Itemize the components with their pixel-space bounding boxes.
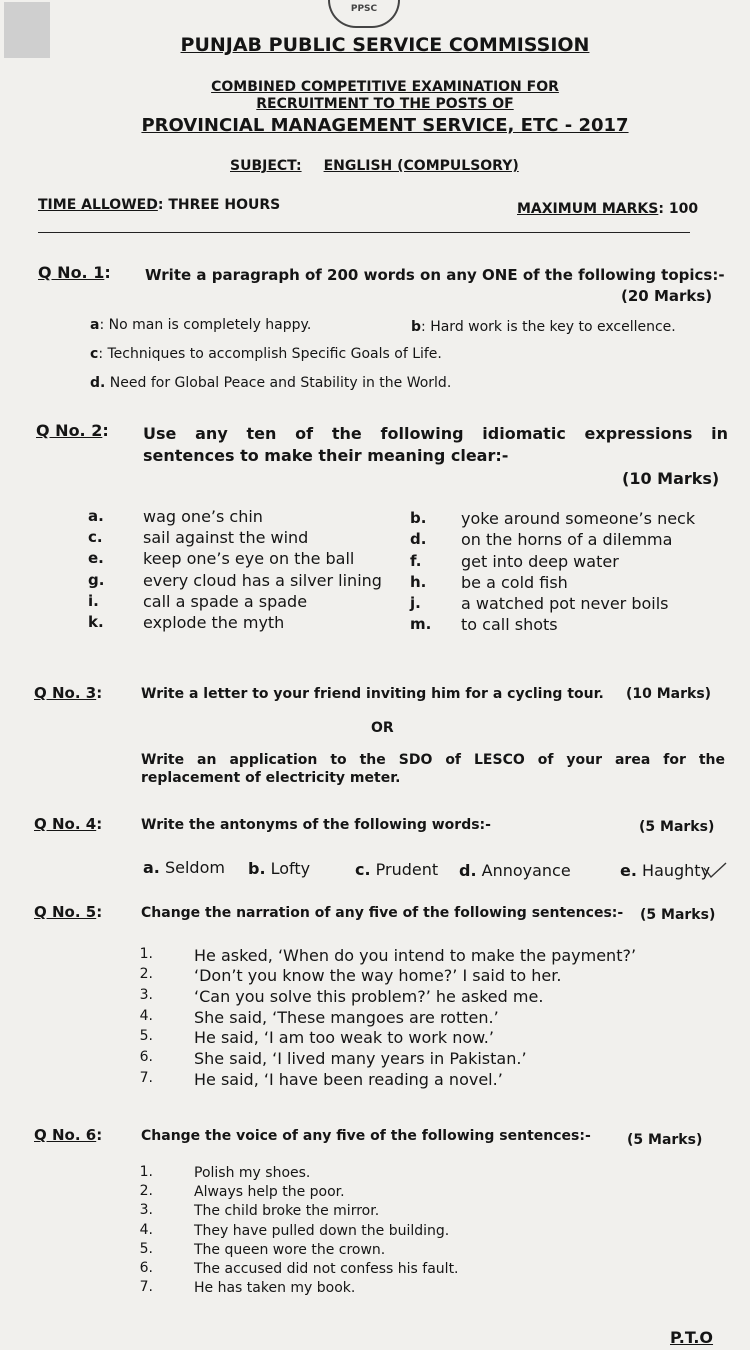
service-title: PROVINCIAL MANAGEMENT SERVICE, ETC - 2017 xyxy=(141,115,629,136)
q2-instruction-2: sentences to make their meaning clear:- xyxy=(143,446,509,465)
q6-item-number: 3. xyxy=(139,1202,153,1218)
q5-instruction: Change the narration of any five of the following sentences:- xyxy=(141,905,624,921)
q4-label: Q No. 4: xyxy=(34,815,103,833)
q2-right-item: on the horns of a dilemma xyxy=(461,530,673,549)
q2-right-item: yoke around someone’s neck xyxy=(461,509,696,528)
q6-instruction: Change the voice of any five of the following sentences:- xyxy=(141,1128,591,1144)
q6-item-number: 4. xyxy=(139,1222,153,1238)
q2-left-letter: k. xyxy=(88,613,104,631)
q2-right-item: to call shots xyxy=(461,615,558,634)
q2-left-item: wag one’s chin xyxy=(143,507,263,526)
q2-left-letter: e. xyxy=(88,549,104,567)
q6-item: Always help the poor. xyxy=(194,1184,345,1200)
q6-item-number: 2. xyxy=(139,1183,153,1199)
q1-label: Q No. 1: xyxy=(38,263,111,282)
q3-alternative-1: Write an application to the SDO of LESCO of your area for the xyxy=(141,752,725,768)
q4-word: e. Haughty xyxy=(620,861,711,880)
q5-label: Q No. 5: xyxy=(34,903,103,921)
q2-right-item: be a cold fish xyxy=(461,573,568,592)
q5-item: He said, ‘I am too weak to work now.’ xyxy=(194,1028,494,1047)
q1-instruction: Write a paragraph of 200 words on any ONE of the following topics:- xyxy=(145,266,725,284)
q2-label: Q No. 2: xyxy=(36,421,109,440)
q2-left-item: sail against the wind xyxy=(143,528,309,547)
q5-item-number: 4. xyxy=(139,1008,153,1024)
header-divider xyxy=(38,232,690,233)
q4-instruction: Write the antonyms of the following words:- xyxy=(141,817,491,833)
q6-marks: (5 Marks) xyxy=(627,1132,703,1148)
q1-marks: (20 Marks) xyxy=(621,287,713,305)
q3-or: OR xyxy=(371,720,394,736)
checkmark-icon xyxy=(702,860,728,880)
exam-line-2: RECRUITMENT TO THE POSTS OF xyxy=(256,96,514,112)
q2-right-item: a watched pot never boils xyxy=(461,594,669,613)
q6-item: The accused did not confess his fault. xyxy=(194,1261,459,1277)
q2-left-letter: g. xyxy=(88,571,105,589)
q1-topic-d: d. Need for Global Peace and Stability in the World. xyxy=(90,375,452,391)
q2-right-letter: h. xyxy=(410,573,427,591)
q2-instruction-1: Use any ten of the following idiomatic expressions in xyxy=(143,424,728,443)
q5-item-number: 7. xyxy=(139,1070,153,1086)
q2-right-letter: j. xyxy=(410,594,421,612)
q2-marks: (10 Marks) xyxy=(622,469,720,488)
q6-item-number: 5. xyxy=(139,1241,153,1257)
q6-item-number: 7. xyxy=(139,1279,153,1295)
q5-item-number: 1. xyxy=(139,946,153,962)
q2-left-letter: i. xyxy=(88,592,99,610)
q2-left-letter: a. xyxy=(88,507,104,525)
q5-item: He asked, ‘When do you intend to make the payment?’ xyxy=(194,946,637,965)
q2-right-letter: b. xyxy=(410,509,427,527)
q5-item-number: 5. xyxy=(139,1028,153,1044)
q3-label: Q No. 3: xyxy=(34,684,103,702)
q1-topic-a: a: No man is completely happy. xyxy=(90,317,312,333)
q6-item: They have pulled down the building. xyxy=(194,1223,450,1239)
q4-word: a. Seldom xyxy=(143,858,225,877)
commission-title: PUNJAB PUBLIC SERVICE COMMISSION xyxy=(180,34,590,56)
q3-instruction: Write a letter to your friend inviting him for a cycling tour. xyxy=(141,686,604,702)
q2-right-letter: f. xyxy=(410,552,422,570)
q5-item-number: 6. xyxy=(139,1049,153,1065)
q2-left-letter: c. xyxy=(88,528,103,546)
q3-marks: (10 Marks) xyxy=(626,686,712,702)
q2-right-item: get into deep water xyxy=(461,552,619,571)
q6-item-number: 6. xyxy=(139,1260,153,1276)
q4-word: c. Prudent xyxy=(355,860,439,879)
q5-item: She said, ‘These mangoes are rotten.’ xyxy=(194,1008,499,1027)
q5-item: ‘Can you solve this problem?’ he asked me. xyxy=(194,987,544,1006)
q6-item: Polish my shoes. xyxy=(194,1165,311,1181)
q5-item: She said, ‘I lived many years in Pakistan.’ xyxy=(194,1049,527,1068)
q5-item: ‘Don’t you know the way home?’ I said to her. xyxy=(194,966,562,985)
q1-topic-c: c: Techniques to accomplish Specific Goals of Life. xyxy=(90,346,442,362)
q6-item: The queen wore the crown. xyxy=(194,1242,386,1258)
q4-word: d. Annoyance xyxy=(459,861,571,880)
time-allowed: TIME ALLOWED: THREE HOURS xyxy=(38,197,281,213)
q1-topic-b: b: Hard work is the key to excellence. xyxy=(411,319,676,335)
q6-item: The child broke the mirror. xyxy=(194,1203,380,1219)
q2-left-item: call a spade a spade xyxy=(143,592,308,611)
q3-alternative-2: replacement of electricity meter. xyxy=(141,770,401,786)
subject-line: SUBJECT: ENGLISH (COMPULSORY) xyxy=(230,158,519,174)
q2-right-letter: d. xyxy=(410,530,427,548)
q2-right-letter: m. xyxy=(410,615,432,633)
q4-marks: (5 Marks) xyxy=(639,819,715,835)
ppsc-seal-logo: PPSC xyxy=(328,0,400,28)
q6-item: He has taken my book. xyxy=(194,1280,356,1296)
q5-marks: (5 Marks) xyxy=(640,907,716,923)
q5-item: He said, ‘I have been reading a novel.’ xyxy=(194,1070,503,1089)
pto-label: P.T.O xyxy=(670,1328,714,1347)
q2-left-item: explode the myth xyxy=(143,613,285,632)
q5-item-number: 3. xyxy=(139,987,153,1003)
q2-left-item: keep one’s eye on the ball xyxy=(143,549,355,568)
exam-line-1: COMBINED COMPETITIVE EXAMINATION FOR xyxy=(211,79,559,95)
q2-left-item: every cloud has a silver lining xyxy=(143,571,382,590)
q5-item-number: 2. xyxy=(139,966,153,982)
q6-item-number: 1. xyxy=(139,1164,153,1180)
q6-label: Q No. 6: xyxy=(34,1126,103,1144)
q4-word: b. Lofty xyxy=(248,859,311,878)
maximum-marks: MAXIMUM MARKS: 100 xyxy=(517,201,699,217)
